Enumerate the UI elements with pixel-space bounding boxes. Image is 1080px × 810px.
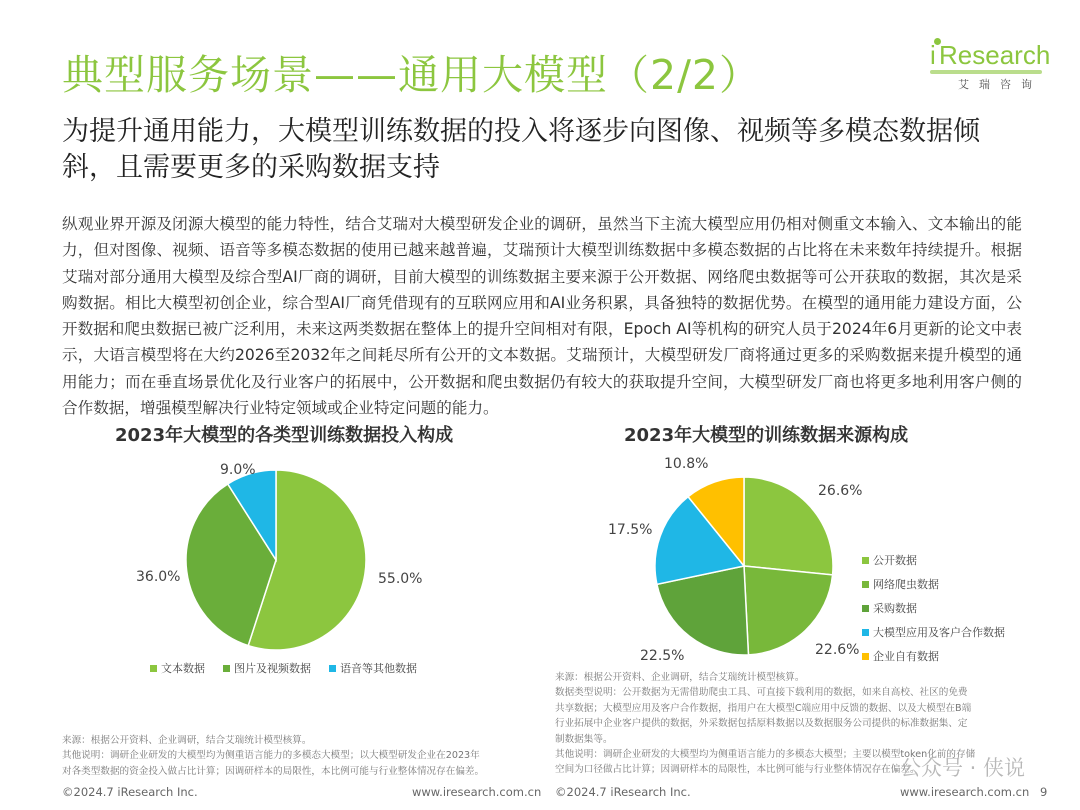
note-line: 制数据集等。: [555, 733, 613, 745]
chart2-label-public: 26.6%: [818, 483, 863, 499]
footer-copyright-left: ©2024.7 iResearch Inc.: [62, 785, 198, 799]
note-line: 其他说明：调研企业研发的大模型均为侧重语言能力的多模态大模型；以大模型研发企业在2023年: [62, 750, 480, 762]
chart2-label-app-coop: 17.5%: [608, 522, 653, 538]
chart1-pie: [186, 470, 366, 650]
chart1-legend-label: 文本数据: [161, 662, 205, 675]
body-paragraph: 纵观业界开源及闭源大模型的能力特性，结合艾瑞对大模型研发企业的调研，虽然当下主流大模型应用仍相对侧重文本输入、文本输出的能力，但对图像、视频、语音等多模态数据的使用已越来越普遍，艾瑞预计大模型训练数据中多模态数据的占比将在未来数年持续提升。根据艾瑞对部分通用大模型及综合型AI厂商的调研，目前大模型的训练数据主要来源于公开数据、网络爬虫数据等可公开获取的数据，其次是采购数据。相比大模型初创企业，综合型AI厂商凭借现有的互联网应用和AI业务积累，具备独特的数据优势。在模型的通用能力建设方面，公开数据和爬虫数据已被广泛利用，未来这两类数据在整体上的提升空间相对有限，Epoch AI等机构的研究人员于2024年6月更新的论文中表示，大语言模型将在大约2026至2032年之间耗尽所有公开的文本数据。艾瑞预计，大模型研发厂商将通过更多的采购数据来提升模型的通用能力；而在垂直场景优化及行业客户的拓展中，公开数据和爬虫数据仍有较大的获取提升空间，大模型研发厂商也将更多地利用客户侧的合作数据，增强模型解决行业特定领域或企业特定问题的能力。: [62, 215, 1022, 418]
note-line: 行业拓展中企业客户提供的数据，外采数据包括原料数据以及数据服务公司提供的标准数据集、定: [555, 718, 968, 730]
chart1-legend-label: 图片及视频数据: [234, 662, 311, 675]
logo-cn-text: 艾瑞咨询: [958, 78, 1042, 91]
chart1-legend-item: [329, 660, 417, 676]
legend-swatch-icon: [862, 557, 869, 564]
chart2-legend-label: 企业自有数据: [873, 650, 939, 663]
logo-brand-first: i: [930, 40, 936, 70]
chart2-legend-item: [862, 644, 1005, 668]
note-line: 来源：根据公开资料、企业调研，结合艾瑞统计模型核算。: [555, 672, 805, 683]
page-title: 典型服务场景——通用大模型（2/2）: [62, 51, 761, 99]
notes-left: [62, 733, 484, 779]
note-line: 对各类型数据的资金投入做占比计算；因调研样本的局限性，本比例可能与行业整体情况存在偏差。: [62, 765, 485, 777]
chart1-title: 2023年大模型的各类型训练数据投入构成: [115, 425, 454, 446]
footer-copyright-right: ©2024.7 iResearch Inc.: [555, 785, 691, 799]
chart1-label-audio-other: 9.0%: [220, 462, 256, 478]
page-number: 9: [1040, 785, 1048, 799]
chart2-legend-label: 采购数据: [873, 602, 917, 615]
logo-brand-rest: Research: [939, 40, 1051, 70]
chart2-legend-item: [862, 620, 1005, 644]
chart2-title: 2023年大模型的训练数据来源构成: [624, 425, 909, 446]
chart2-label-crawler: 22.6%: [815, 642, 860, 658]
chart1-legend-item: [223, 660, 311, 676]
footer-url-right[interactable]: www.iresearch.com.cn: [900, 785, 1030, 799]
iresearch-logo: [930, 40, 1050, 92]
chart2-legend-label: 公开数据: [873, 554, 917, 567]
footer-url-left[interactable]: www.iresearch.com.cn: [412, 785, 542, 799]
note-line: 共享数据；大模型应用及客户合作数据，指用户在大模型C端应用中反馈的数据、以及大模型在B端: [555, 702, 972, 714]
note-line: 来源：根据公开资料、企业调研，结合艾瑞统计模型核算。: [62, 735, 312, 746]
legend-swatch-icon: [862, 605, 869, 612]
legend-swatch-icon: [150, 665, 157, 672]
chart1-label-text: 55.0%: [378, 571, 423, 587]
chart2-pie: [655, 477, 833, 655]
chart1-legend: [150, 660, 417, 676]
legend-swatch-icon: [862, 629, 869, 636]
chart2-legend: [862, 548, 1005, 668]
chart2-legend-item: [862, 548, 1005, 572]
chart2-label-enterprise: 10.8%: [664, 456, 709, 472]
note-line: 其他说明：调研企业研发的大模型均为侧重语言能力的多模态大模型；主要以模型token化前的存储: [555, 749, 976, 761]
chart1-label-image-video: 36.0%: [136, 569, 181, 585]
chart1-legend-item: [150, 660, 205, 676]
chart2-legend-item: [862, 596, 1005, 620]
legend-swatch-icon: [862, 653, 869, 660]
note-line: 数据类型说明：公开数据为无需借助爬虫工具、可直接下载利用的数据，如来自高校、社区的免费: [555, 687, 968, 699]
chart1-legend-label: 语音等其他数据: [340, 662, 417, 675]
legend-swatch-icon: [862, 581, 869, 588]
chart2-legend-label: 网络爬虫数据: [873, 578, 939, 591]
legend-swatch-icon: [223, 665, 230, 672]
watermark: 公众号 · 侠说: [900, 756, 1026, 780]
logo-swash-icon: [930, 70, 1042, 74]
chart2-label-purchase: 22.5%: [640, 648, 685, 664]
page-subtitle: 为提升通用能力，大模型训练数据的投入将逐步向图像、视频等多模态数据倾斜，且需要更多的采购数据支持: [62, 116, 980, 183]
chart2-legend-label: 大模型应用及客户合作数据: [873, 626, 1005, 639]
note-line: 空间为口径做占比计算；因调研样本的局限性，本比例可能与行业整体情况存在偏差。: [555, 764, 920, 776]
chart2-legend-item: [862, 572, 1005, 596]
legend-swatch-icon: [329, 665, 336, 672]
